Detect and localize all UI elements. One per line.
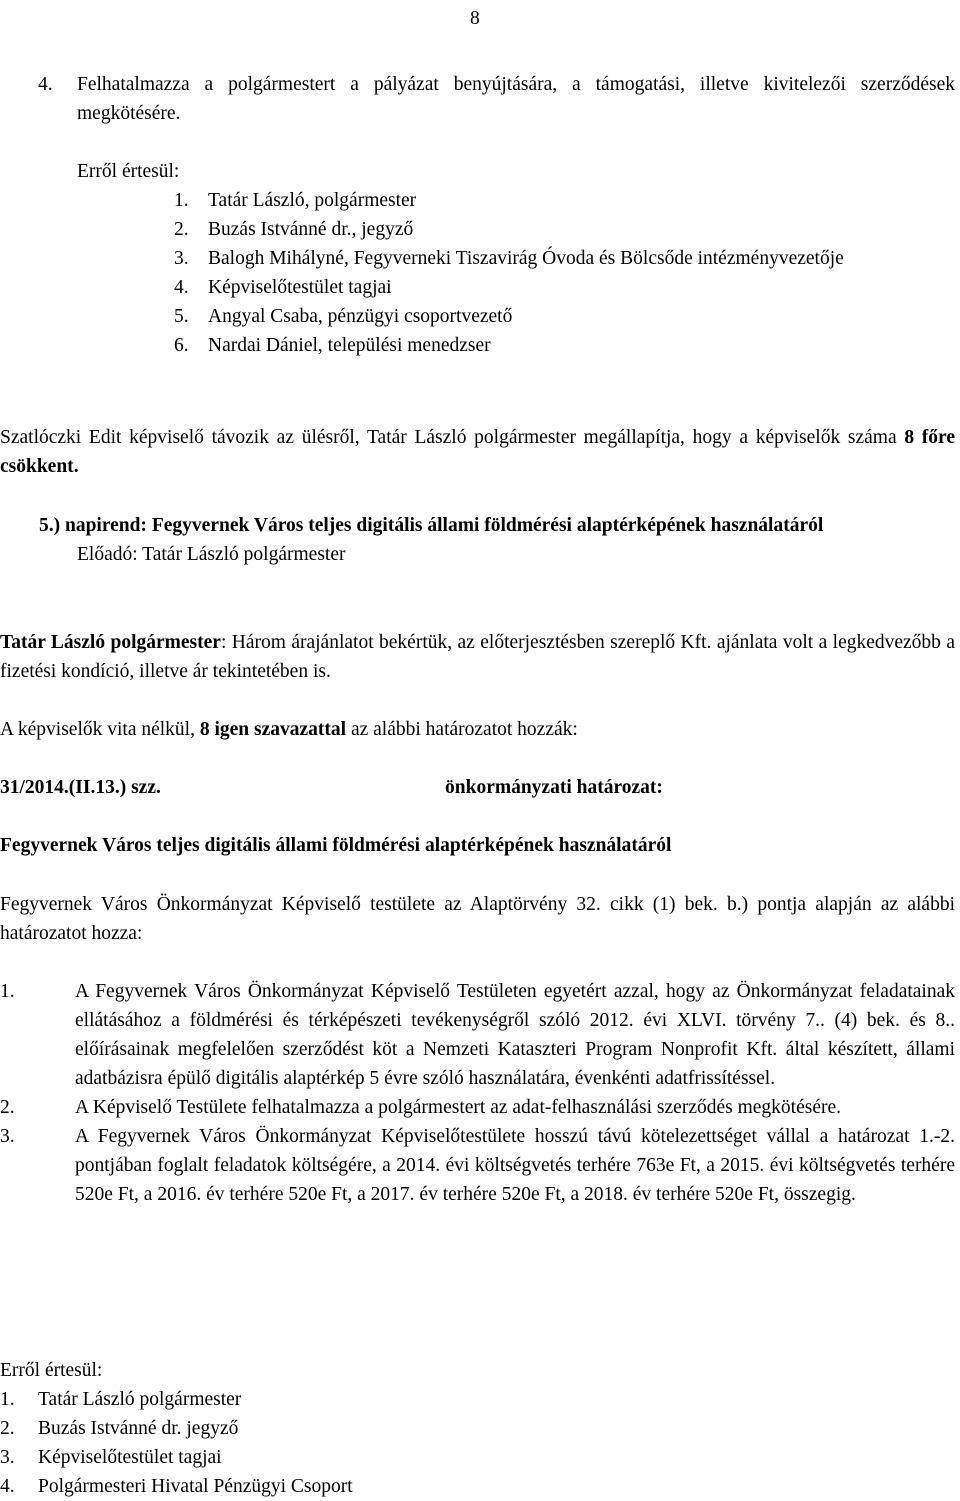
resolution-points <box>0 977 955 1209</box>
list-item: Képviselőtestület tagjai <box>208 277 392 298</box>
vote-post: az alábbi határozatot hozzák: <box>346 719 578 740</box>
list-number: 4. <box>174 277 189 298</box>
leave-note-text: Szatlóczki Edit képviselő távozik az ülésről, Tatár László polgármester megállapítja, hogy a képviselők száma <box>0 427 905 448</box>
vote-bold: 8 igen szavazattal <box>199 719 347 740</box>
agenda-title: 5.) napirend: Fegyvernek Város teljes digitális állami földmérési alaptérképének használatáról <box>39 515 824 536</box>
list-item: Balogh Mihályné, Fegyverneki Tiszavirág Óvoda és Bölcsőde intézményvezetője <box>208 248 844 269</box>
resolution-title: Fegyvernek Város teljes digitális állami földmérési alaptérképének használatáról <box>0 835 672 856</box>
notify-section-2 <box>0 1356 955 1501</box>
list-item: Nardai Dániel, települési menedzser <box>208 335 491 356</box>
resolution-intro: Fegyvernek Város Önkormányzat Képviselő testülete az Alaptörvény 32. cikk (1) bek. b.) pontja alapján az alábbi határozatot hozza: <box>0 894 955 944</box>
notify-label: Erről értesül: <box>0 1360 103 1381</box>
speech-text: : Három árajánlatot bekértük, az előterjesztésben szereplő Kft. ajánlata volt a legkedvezőbb a fizetési kondíció, illetve ár tekintetében is. <box>0 632 955 682</box>
speech <box>0 628 955 686</box>
resolution-number: 31/2014.(II.13.) szz. <box>0 777 161 798</box>
list-item: Polgármesteri Hivatal Pénzügyi Csoport <box>38 1476 353 1497</box>
list-item: Angyal Csaba, pénzügyi csoportvezető <box>208 306 513 327</box>
list-number: 1. <box>0 1389 15 1410</box>
vote-line <box>0 715 955 744</box>
agenda-presenter: Előadó: Tatár László polgármester <box>77 544 346 565</box>
resolution-header <box>0 773 955 802</box>
list-number: 4. <box>0 1476 15 1497</box>
vote-pre: A képviselők vita nélkül, <box>0 719 200 740</box>
point-text: A Képviselő Testülete felhatalmazza a polgármestert az adat-felhasználási szerződés megkötésére. <box>75 1097 842 1118</box>
resolution-kind: önkormányzati határozat: <box>445 777 663 798</box>
list-item: Képviselőtestület tagjai <box>38 1447 222 1468</box>
speaker-name: Tatár László polgármester <box>0 632 221 653</box>
list-item: Tatár László polgármester <box>38 1389 242 1410</box>
list-item: Buzás Istvánné dr., jegyző <box>208 219 414 240</box>
point-number: 3. <box>0 1126 15 1147</box>
leave-note <box>0 423 955 481</box>
point-text: A Fegyvernek Város Önkormányzat Képviselőtestülete hosszú távú kötelezettséget vállal a határozat 1.-2. pontjában foglalt feladatok költségére, a 2014. évi költségvetés terhére 763e Ft, a 2015. évi költségvetés terhére 520e Ft, a 2016. év terhére 520e Ft, a 2017. év terhére 520e Ft, a 2018. év terhére 520e Ft, összegig. <box>75 1126 955 1205</box>
list-item: Tatár László, polgármester <box>208 190 417 211</box>
list-number: 2. <box>174 219 189 240</box>
notify-label: Erről értesül: <box>77 161 180 182</box>
list-number: 2. <box>0 1418 15 1439</box>
leave-note-bold: 8 főre csökkent <box>0 427 956 477</box>
point-number: 2. <box>0 1097 15 1118</box>
resolution-item-4 <box>0 70 955 128</box>
point-number: 1. <box>0 981 15 1002</box>
item-text: Felhatalmazza a polgármestert a pályázat benyújtására, a támogatási, illetve kivitelezői szerződések megkötésére. <box>77 74 955 124</box>
item-number: 4. <box>38 74 53 95</box>
list-item: Buzás Istvánné dr. jegyző <box>38 1418 239 1439</box>
list-number: 1. <box>174 190 189 211</box>
list-number: 3. <box>174 248 189 269</box>
notify-list <box>174 186 955 360</box>
list-number: 6. <box>174 335 189 356</box>
page-number: 8 <box>470 8 480 29</box>
leave-note-end: . <box>73 456 79 477</box>
resolution-point <box>0 1093 955 1122</box>
agenda-section <box>39 511 955 569</box>
resolution-point <box>0 977 955 1093</box>
list-number: 5. <box>174 306 189 327</box>
resolution-point <box>0 1122 955 1209</box>
list-number: 3. <box>0 1447 15 1468</box>
notify-section-1 <box>77 157 955 360</box>
point-text: A Fegyvernek Város Önkormányzat Képviselő Testületen egyetért azzal, hogy az Önkormányzat feladatainak ellátásához a földmérési és térképészeti tevékenységről szóló 2012. évi XLVI. törvény 7.. (4) bek. és 8.. előírásainak megfelelően szerződést köt a Nemzeti Kataszteri Program Nonprofit Kft. által készített, állami adatbázisra épülő digitális alaptérkép 5 évre szóló használatára, évenkénti adatfrissítéssel. <box>75 981 955 1089</box>
